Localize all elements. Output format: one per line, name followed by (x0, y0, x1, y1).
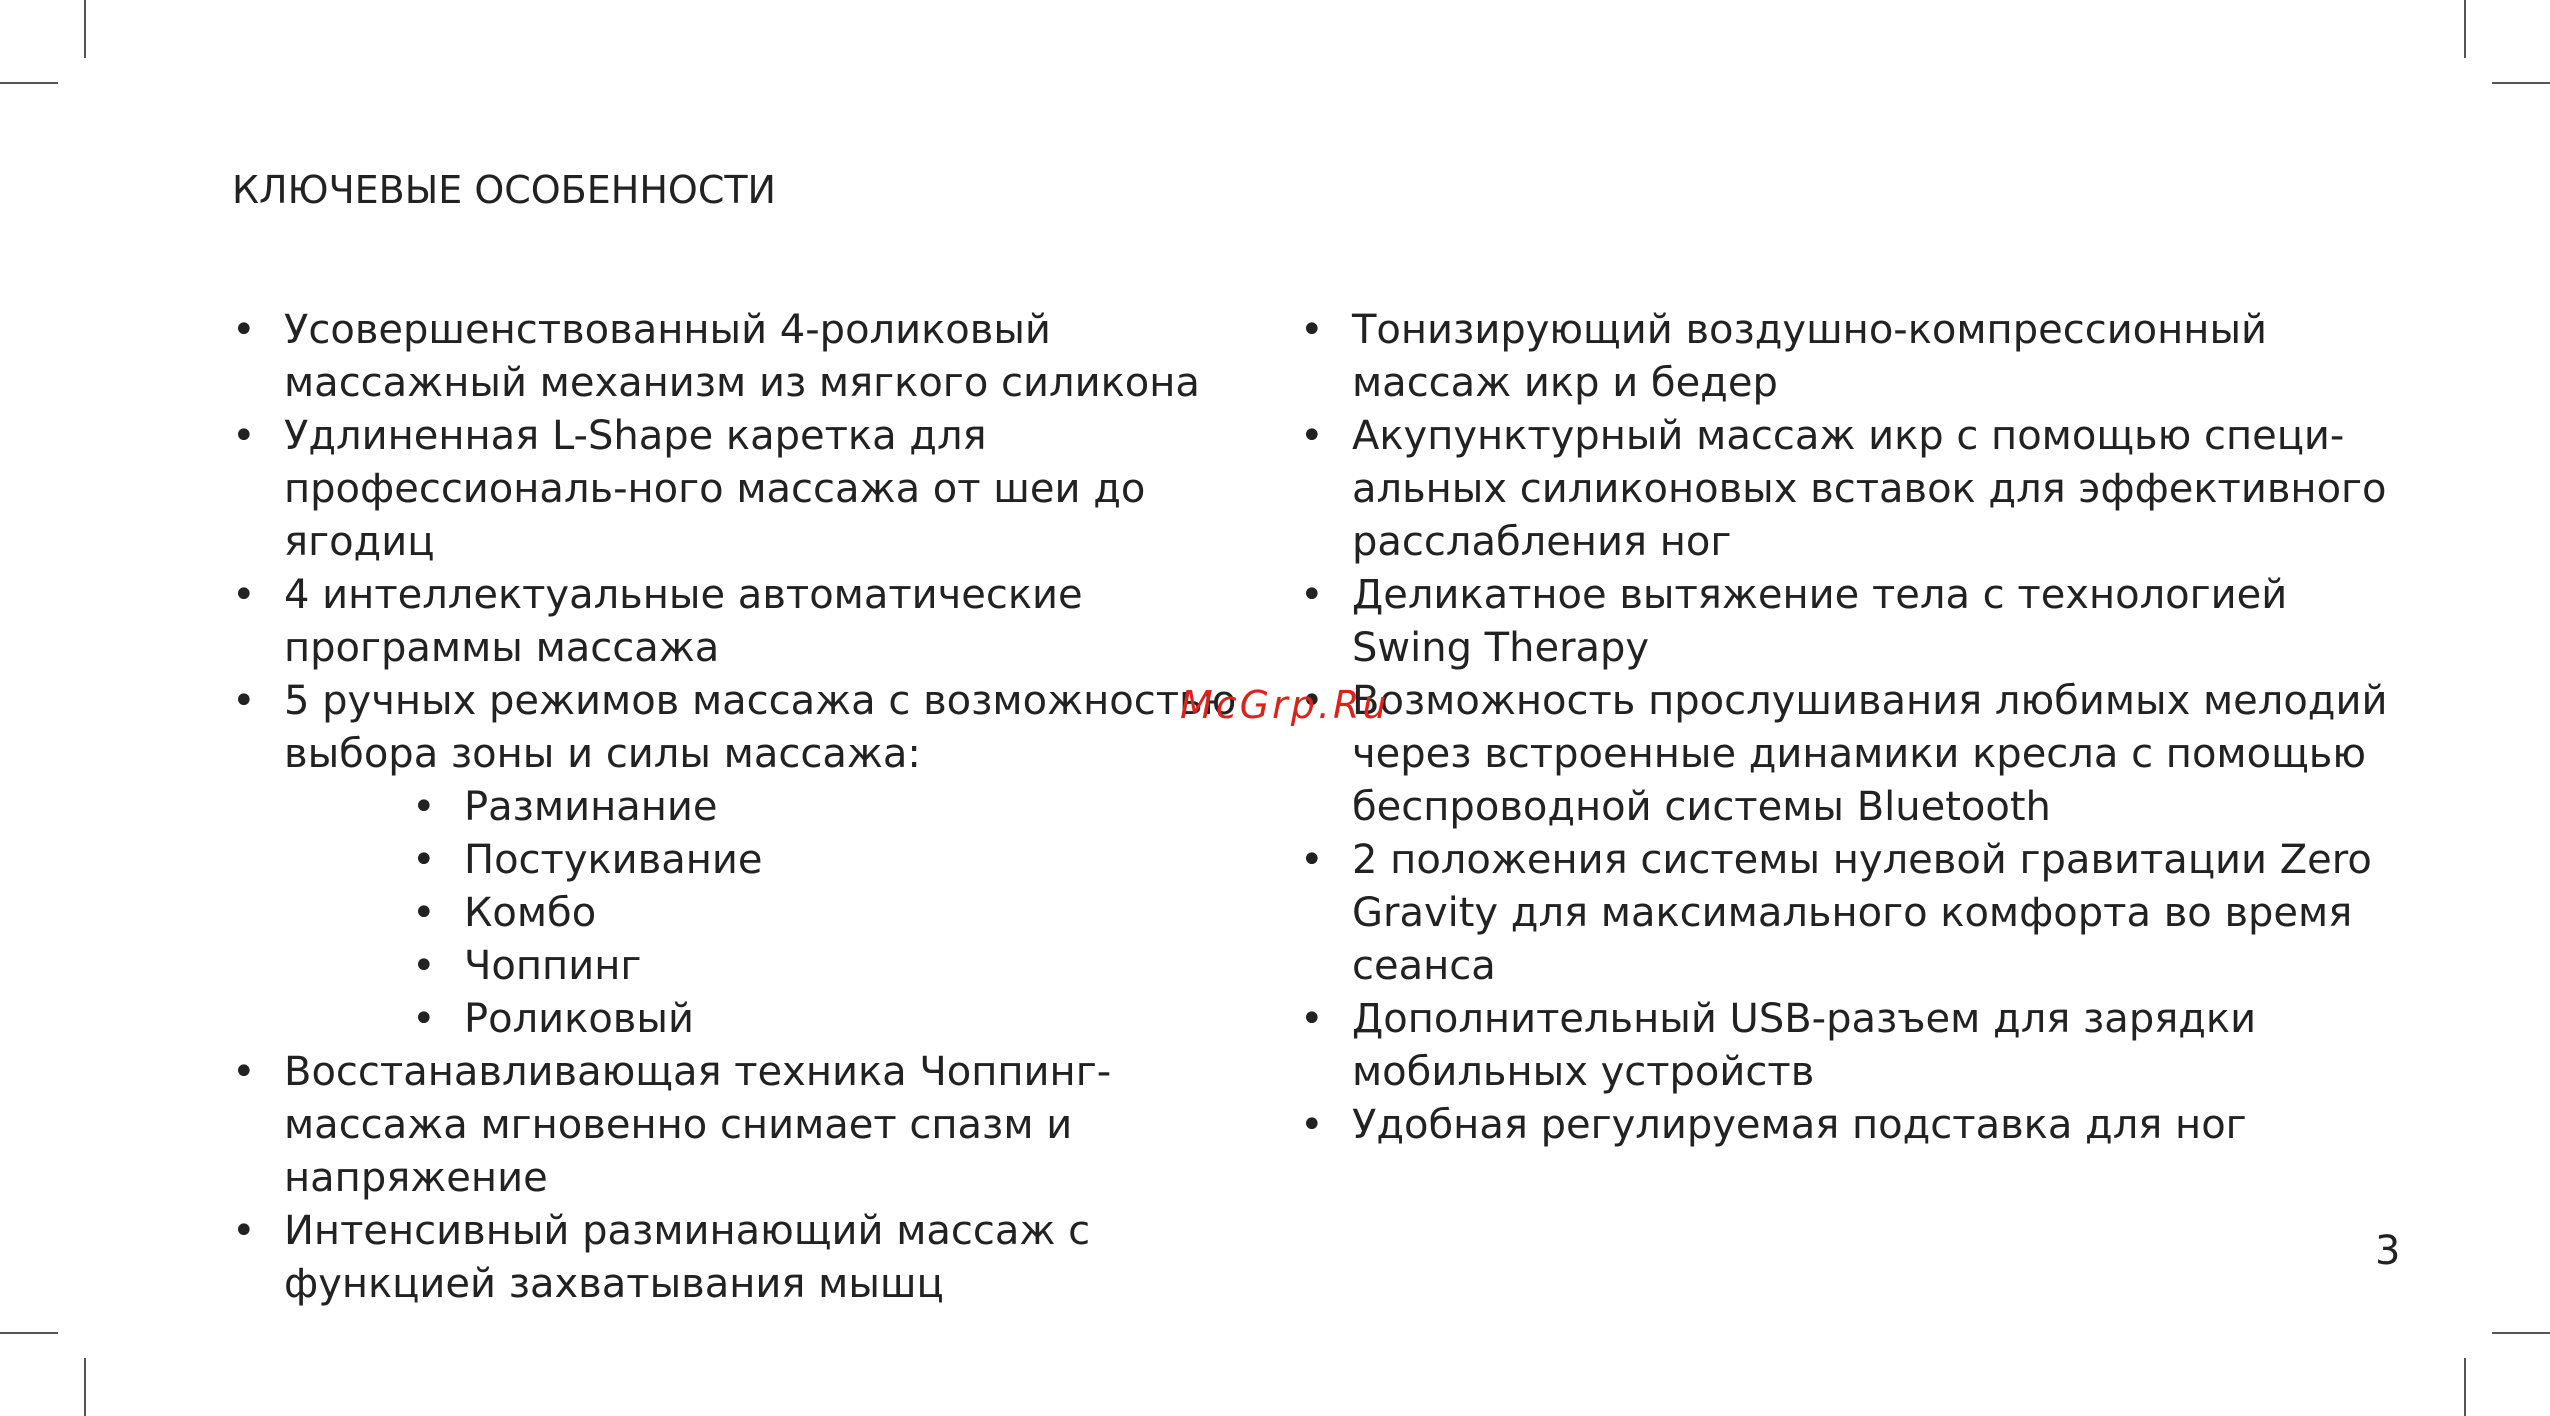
list-item: • 5 ручных режимов массажа с возможностью выбора зоны и силы массажа: • Разминание • Постукивание • Комбо • Чоппинг • Роликовый (232, 675, 1272, 1046)
list-item: • 4 интеллектуальные автоматические программы массажа (232, 569, 1272, 675)
sublist-item: • Чоппинг (412, 940, 1272, 993)
list-item: • Удобная регулируемая подставка для ног (1300, 1099, 2410, 1152)
features-list-right (1300, 304, 2410, 1152)
list-item: • 2 положения системы нулевой гравитации Zero Gravity для максимального комфорта во время сеанса (1300, 834, 2410, 993)
list-item: • Деликатное вытяжение тела с технологией Swing Therapy (1300, 569, 2410, 675)
crop-mark-top-left-horizontal (0, 82, 58, 84)
list-item: • Усовершенствованный 4-роликовый массажный механизм из мягкого силикона (232, 304, 1272, 410)
massage-modes-sublist (284, 781, 1272, 1046)
crop-mark-top-right-horizontal (2492, 82, 2550, 84)
list-item: • Возможность прослушивания любимых мелодий через встроенные динамики кресла с помощью беспроводной системы Bluetooth (1300, 675, 2410, 834)
watermark: McGrp.Ru (1180, 683, 1390, 727)
list-item: • Тонизирующий воздушно-компрессионный массаж икр и бедер (1300, 304, 2410, 410)
crop-mark-bottom-left-horizontal (0, 1332, 58, 1334)
sublist-item: • Роликовый (412, 993, 1272, 1046)
list-item: • Акупунктурный массаж икр с помощью специ-альных силиконовых вставок для эффективного расслабления ног (1300, 410, 2410, 569)
list-item: • Восстанавливающая техника Чоппинг-массажа мгновенно снимает спазм и напряжение (232, 1046, 1272, 1205)
list-item: • Интенсивный разминающий массаж с функцией захватывания мышц (232, 1205, 1272, 1311)
sublist-item: • Разминание (412, 781, 1272, 834)
page-title: КЛЮЧЕВЫЕ ОСОБЕННОСТИ (232, 168, 776, 212)
crop-mark-bottom-left-vertical (84, 1358, 86, 1416)
crop-mark-bottom-right-vertical (2464, 1358, 2466, 1416)
sublist-item: • Комбо (412, 887, 1272, 940)
page-number: 3 (2375, 1228, 2401, 1274)
list-item: • Удлиненная L-Shape каретка для профессиональ-ного массажа от шеи до ягодиц (232, 410, 1272, 569)
crop-mark-top-left-vertical (84, 0, 86, 58)
sublist-item: • Постукивание (412, 834, 1272, 887)
crop-mark-top-right-vertical (2464, 0, 2466, 58)
list-item: • Дополнительный USB-разъем для зарядки мобильных устройств (1300, 993, 2410, 1099)
crop-mark-bottom-right-horizontal (2492, 1332, 2550, 1334)
features-list-left (232, 304, 1272, 1311)
